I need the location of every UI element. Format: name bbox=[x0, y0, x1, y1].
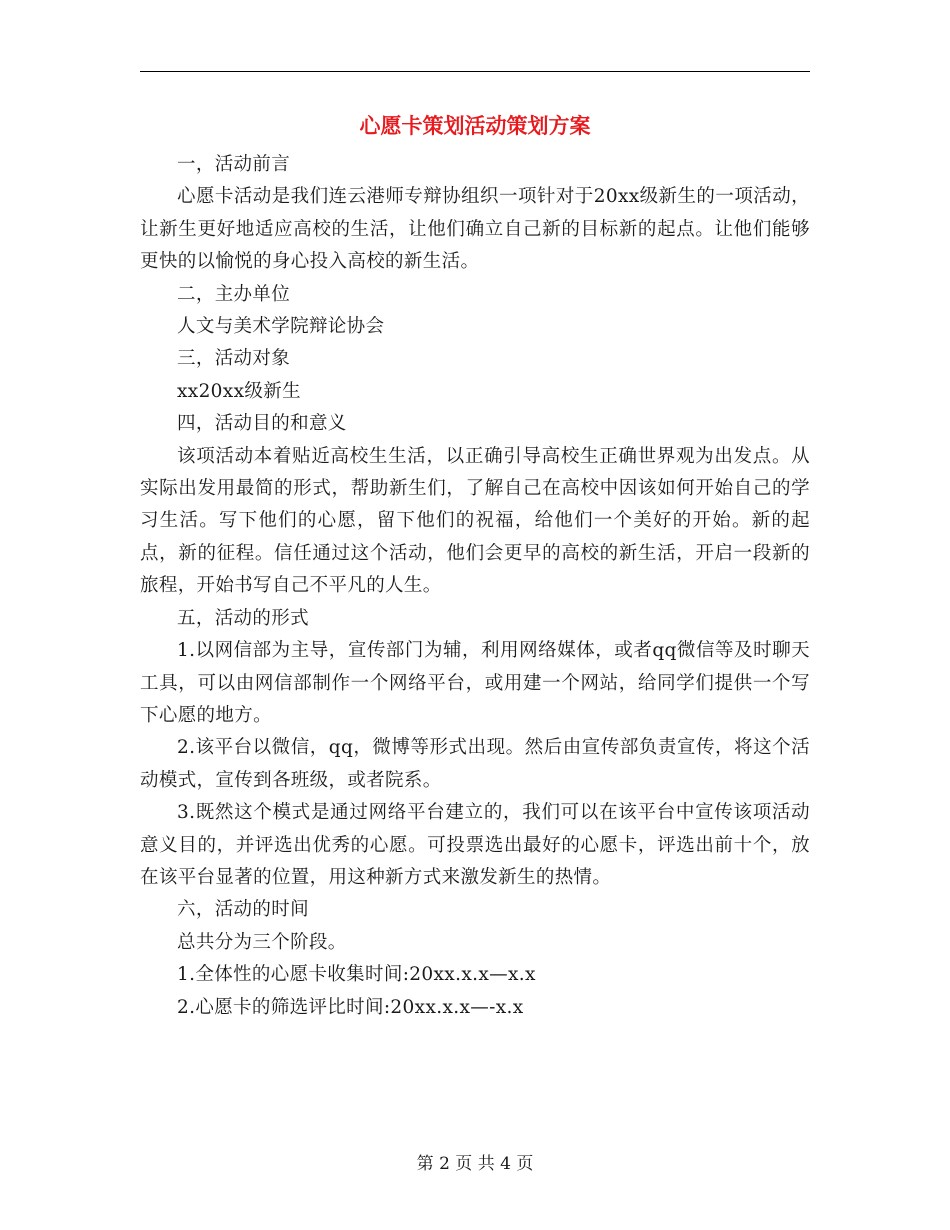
paragraph-format-1: 1.以网信部为主导，宣传部门为辅，利用网络媒体，或者qq微信等及时聊天工具，可以由网信部制作一个网络平台，或用建一个网站，给同学们提供一个写下心愿的地方。 bbox=[140, 640, 810, 726]
paragraph-audience: xx20xx级新生 bbox=[177, 380, 301, 402]
section-heading-schedule: 六，活动的时间 bbox=[177, 899, 309, 921]
paragraph-schedule-1: 1.全体性的心愿卡收集时间:20xx.x.x—x.x bbox=[177, 964, 536, 986]
section-heading-format: 五，活动的形式 bbox=[177, 607, 309, 629]
paragraph-schedule-2: 2.心愿卡的筛选评比时间:20xx.x.x—-x.x bbox=[177, 996, 524, 1018]
paragraph-purpose: 该项活动本着贴近高校生生活，以正确引导高校生正确世界观为出发点。从实际出发用最简的形式，帮助新生们，了解自己在高校中因该如何开始自己的学习生活。写下他们的心愿，留下他们的祝福，给他们一个美好的开始。新的起点，新的征程。信任通过这个活动，他们会更早的高校的新生活，开启一段新的旅程，开始书写自己不平凡的人生。 bbox=[140, 445, 810, 597]
section-heading-preface: 一，活动前言 bbox=[177, 154, 291, 175]
paragraph-schedule-intro: 总共分为三个阶段。 bbox=[177, 931, 347, 953]
document-title: 心愿卡策划活动策划方案 bbox=[359, 113, 591, 138]
section-heading-organizer: 二，主办单位 bbox=[177, 283, 291, 305]
paragraph-format-3: 3.既然这个模式是通过网络平台建立的，我们可以在该平台中宣传该项活动意义目的，并评选出优秀的心愿。可投票选出最好的心愿卡，评选出前十个，放在该平台显著的位置，用这种新方式来激发新生的热情。 bbox=[140, 802, 810, 888]
section-heading-purpose: 四，活动目的和意义 bbox=[177, 413, 347, 435]
paragraph-preface: 心愿卡活动是我们连云港师专辩协组织一项针对于20xx级新生的一项活动，让新生更好地适应高校的生活，让他们确立自己新的目标新的起点。让他们能够更快的以愉悦的身心投入高校的新生活。 bbox=[140, 186, 810, 273]
paragraph-organizer: 人文与美术学院辩论协会 bbox=[177, 316, 385, 338]
header-rule bbox=[140, 71, 810, 72]
document-body bbox=[140, 149, 810, 1024]
paragraph-format-2: 2.该平台以微信，qq，微博等形式出现。然后由宣传部负责宣传，将这个活动模式，宣传到各班级，或者院系。 bbox=[140, 737, 810, 791]
page-number: 第 2 页 共 4 页 bbox=[416, 1154, 534, 1174]
section-heading-audience: 三，活动对象 bbox=[177, 348, 291, 370]
